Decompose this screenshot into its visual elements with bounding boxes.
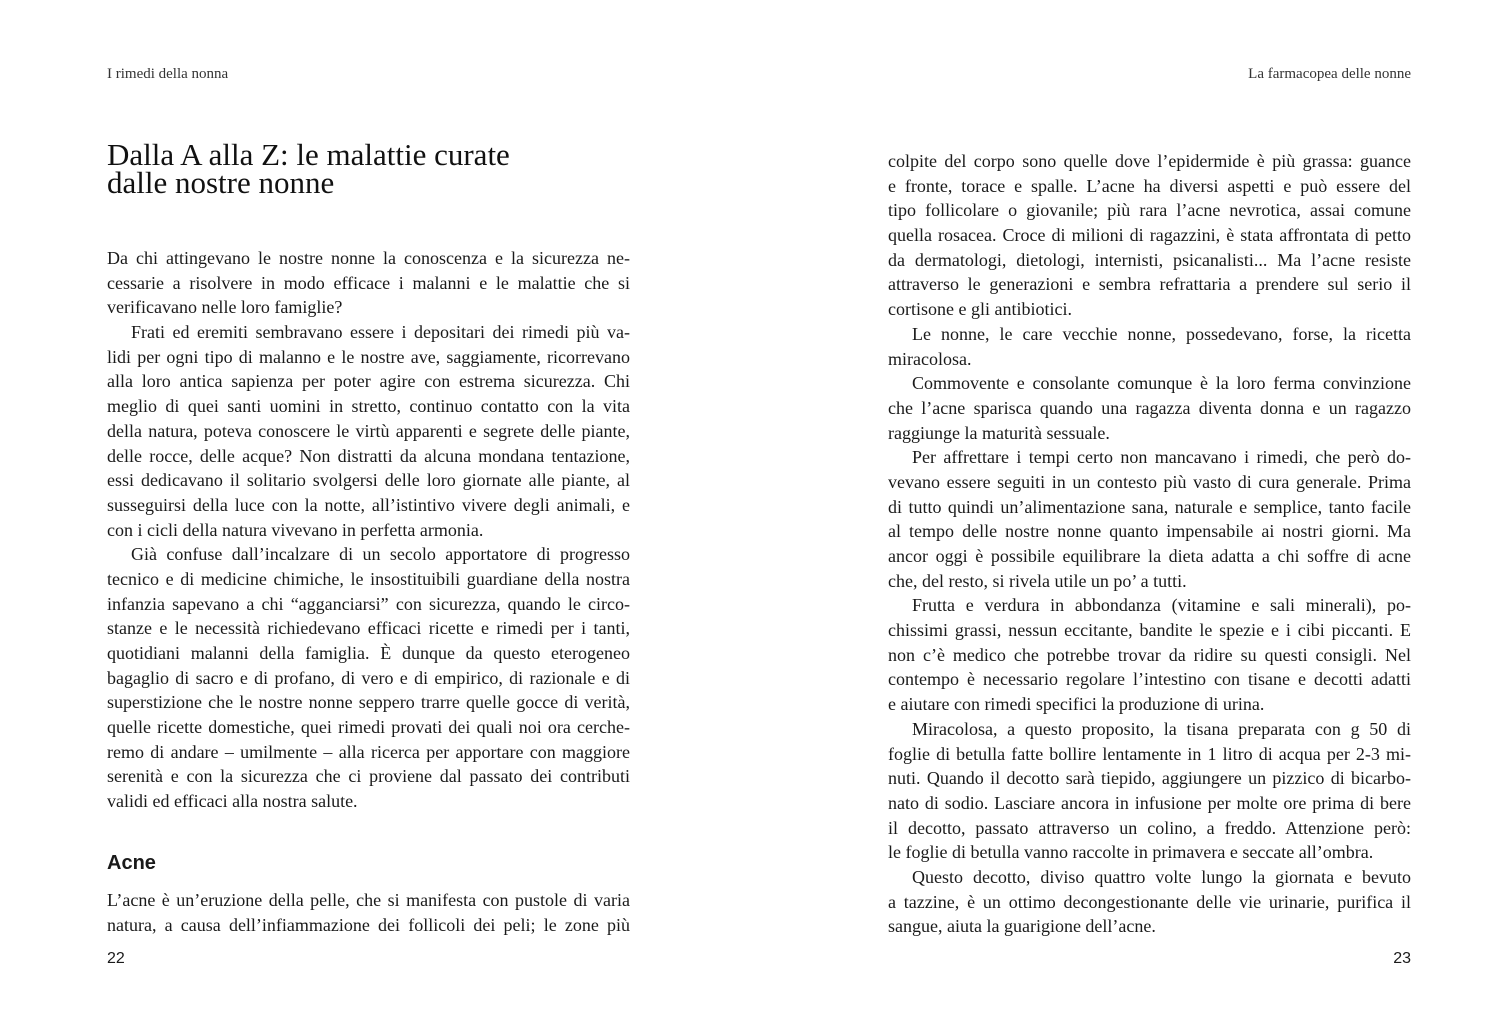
paragraph <box>888 593 1411 716</box>
text-line: Frati ed eremiti sembravano essere i depositari dei rimedi più va- <box>131 322 630 343</box>
text-line: bagaglio di sacro e di profano, di vero e di empirico, di razionale e di <box>107 667 630 688</box>
text-line: Commovente e consolante comunque è la loro ferma convinzione <box>912 373 1411 394</box>
paragraph <box>107 542 630 814</box>
text-line: che, del resto, si rivela utile un po’ a tutti. <box>888 570 1187 591</box>
text-line: Questo decotto, diviso quattro volte lungo la giornata e bevuto <box>912 866 1411 887</box>
text-line: da dermatologi, dietologi, internisti, psicanalisti... Ma l’acne resiste <box>888 249 1411 270</box>
text-line: Già confuse dall’incalzare di un secolo apportatore di progresso <box>131 544 630 565</box>
text-line: tecnico e di medicine chimiche, le insostituibili guardiane della nostra <box>107 568 630 589</box>
text-line: e fronte, torace e spalle. L’acne ha diversi aspetti e può essere del <box>888 175 1411 196</box>
text-line: raggiunge la maturità sessuale. <box>888 422 1110 443</box>
text-line: natura, a causa dell’infiammazione dei follicoli dei peli; le zone più <box>107 914 630 935</box>
text-line: serenità e con la sicurezza che ci proviene dal passato dei contributi <box>107 766 630 787</box>
page-number-right: 23 <box>1393 950 1411 967</box>
text-line: delle rocce, delle acque? Non distratti da alcuna mondana tentazione, <box>107 445 630 466</box>
text-line: validi ed efficaci alla nostra salute. <box>107 791 358 812</box>
text-line: non c’è medico che potrebbe trovar da ridire su questi consigli. Nel <box>888 644 1411 665</box>
chapter-title-line: Dalla A alla Z: le malattie curate <box>107 137 510 172</box>
paragraph <box>107 888 630 937</box>
text-line: Da chi attingevano le nostre nonne la conoscenza e la sicurezza ne- <box>107 248 630 268</box>
acne-body <box>107 888 630 937</box>
text-line: miracolosa. <box>888 348 972 369</box>
paragraph <box>888 865 1411 939</box>
text-line: con i cicli della natura vivevano in perfetta armonia. <box>107 519 484 540</box>
text-line: Miracolosa, a questo proposito, la tisana preparata con g 50 di <box>912 718 1411 739</box>
text-line: e aiutare con rimedi specifici la produzione di urina. <box>888 694 1265 715</box>
text-line: cessarie a risolvere in modo efficace i malanni e le malattie che si <box>107 272 630 293</box>
text-line: Frutta e verdura in abbondanza (vitamine e sali minerali), po- <box>912 595 1411 616</box>
text-line: chissimi grassi, nessun eccitante, bandite le spezie e i cibi piccanti. E <box>888 620 1411 641</box>
text-line: L’acne è un’eruzione della pelle, che si manifesta con pustole di varia <box>107 890 630 910</box>
left-body <box>107 246 630 814</box>
text-line: foglie di betulla fatte bollire lentamente in 1 litro di acqua per 2-3 mi- <box>888 743 1411 764</box>
text-line: Per affrettare i tempi certo non mancavano i rimedi, che però do- <box>912 447 1411 468</box>
paragraph <box>888 322 1411 371</box>
paragraph <box>107 246 630 320</box>
paragraph <box>107 320 630 542</box>
text-line: susseguirsi della luce con la notte, all’istintivo vivere degli animali, e <box>107 494 630 515</box>
text-line: il decotto, passato attraverso un colino, a freddo. Attenzione però: <box>888 817 1411 838</box>
text-line: al tempo delle nostre nonne quanto impensabile ai nostri giorni. Ma <box>888 521 1411 542</box>
text-line: cortisone e gli antibiotici. <box>888 299 1072 320</box>
text-line: Le nonne, le care vecchie nonne, possedevano, forse, la ricetta <box>912 323 1411 344</box>
text-line: alla loro antica sapienza per poter agire con estrema sicurezza. Chi <box>107 371 630 392</box>
chapter-title-line: dalle nostre nonne <box>107 165 335 200</box>
chapter-title <box>107 137 510 200</box>
paragraph <box>888 445 1411 593</box>
section-heading-acne: Acne <box>107 852 156 874</box>
right-body <box>888 149 1411 939</box>
text-line: ancor oggi è possibile equilibrare la dieta adatta a chi soffre di acne <box>888 546 1411 566</box>
text-line: stanze e le necessità richiedevano efficaci ricette e rimedi per i tanti, <box>107 618 630 639</box>
text-line: sangue, aiuta la guarigione dell’acne. <box>888 916 1156 937</box>
text-line: vevano essere seguiti in un contesto più vasto di cura generale. Prima <box>888 471 1411 492</box>
text-line: di tutto quindi un’alimentazione sana, naturale e semplice, tanto facile <box>888 496 1411 517</box>
text-line: lidi per ogni tipo di malanno e le nostre ave, saggiamente, ricorrevano <box>107 346 630 367</box>
page-number-left: 22 <box>107 950 125 967</box>
text-line: superstizione che le nostre nonne seppero trarre quelle gocce di verità, <box>107 692 630 713</box>
running-head-left: I rimedi della nonna <box>107 66 229 82</box>
text-line: colpite del corpo sono quelle dove l’epidermide è più grassa: guance <box>888 151 1411 171</box>
text-line: che l’acne sparisca quando una ragazza diventa donna e un ragazzo <box>888 397 1411 418</box>
text-line: nuti. Quando il decotto sarà tiepido, aggiungere un pizzico di bicarbo- <box>888 768 1411 789</box>
text-line: meglio di quei santi uomini in stretto, continuo contatto con la vita <box>107 396 630 417</box>
text-line: quotidiani malanni della famiglia. È dunque da questo eterogeneo <box>107 643 630 663</box>
text-line: quelle ricette domestiche, quei rimedi provati dei quali noi ora cerche- <box>107 717 630 738</box>
paragraph <box>888 717 1411 865</box>
paragraph <box>888 371 1411 445</box>
paragraph <box>888 149 1411 322</box>
text-line: remo di andare – umilmente – alla ricerca per apportare con maggiore <box>107 741 630 762</box>
text-line: contempo è necessario regolare l’intestino con tisane e decotti adatti <box>888 669 1411 690</box>
running-head-right: La farmacopea delle nonne <box>1248 66 1411 82</box>
text-line: infanzia sapevano a chi “agganciarsi” con sicurezza, quando le circo- <box>107 593 630 614</box>
text-line: verificavano nelle loro famiglie? <box>107 297 343 318</box>
text-line: della natura, poteva conoscere le virtù apparenti e segrete delle piante, <box>107 420 630 441</box>
text-line: essi dedicavano il solitario svolgersi delle loro giornate alle piante, al <box>107 470 630 491</box>
text-line: a tazzine, è un ottimo decongestionante delle vie urinarie, purifica il <box>888 891 1411 912</box>
text-line: tipo follicolare o giovanile; più rara l’acne nevrotica, assai comune <box>888 200 1411 221</box>
text-line: attraverso le generazioni e sembra refrattaria a prendere sul serio il <box>888 274 1411 295</box>
text-line: le foglie di betulla vanno raccolte in primavera e seccate all’ombra. <box>888 842 1374 863</box>
text-line: quella rosacea. Croce di milioni di ragazzini, è stata affrontata di petto <box>888 225 1411 246</box>
text-line: nato di sodio. Lasciare ancora in infusione per molte ore prima di bere <box>888 792 1411 813</box>
